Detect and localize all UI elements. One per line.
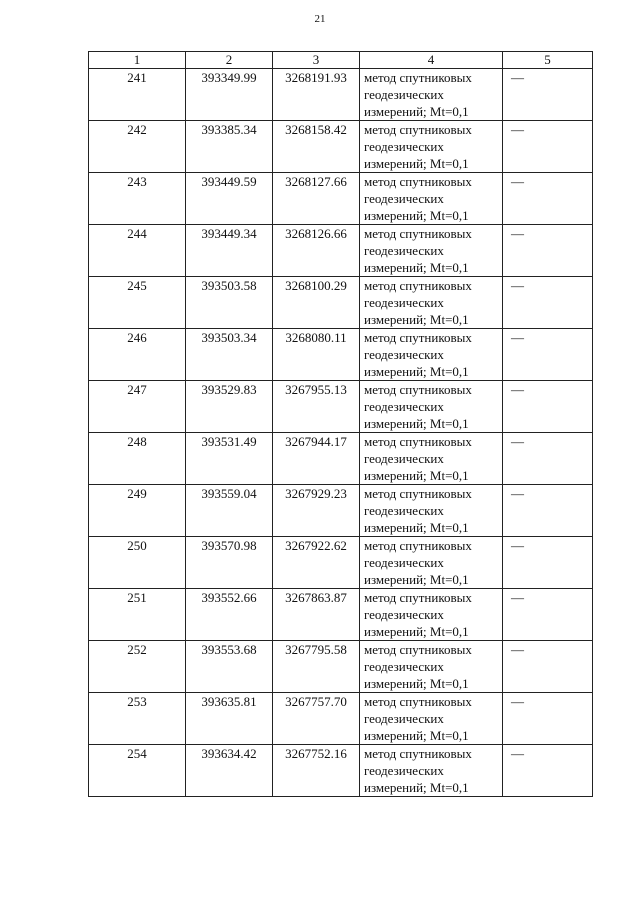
method-text-line: измерений; Mt=0,1: [364, 104, 469, 119]
method-text-line: геодезических: [364, 87, 444, 102]
coordinate-x: 393531.49: [186, 433, 273, 485]
method-text-line: метод спутниковых: [364, 174, 472, 189]
table-body: [89, 69, 593, 797]
coordinate-x: 393570.98: [186, 537, 273, 589]
table-row: [89, 745, 593, 797]
point-number: 251: [89, 589, 186, 641]
method-cell: [360, 277, 503, 329]
point-number: 250: [89, 537, 186, 589]
method-text-line: измерений; Mt=0,1: [364, 624, 469, 639]
method-text-line: измерений; Mt=0,1: [364, 468, 469, 483]
point-number: 243: [89, 173, 186, 225]
point-number: 241: [89, 69, 186, 121]
coordinate-x: 393559.04: [186, 485, 273, 537]
method-text-line: геодезических: [364, 555, 444, 570]
method-cell: [360, 537, 503, 589]
description-cell: —: [503, 381, 593, 433]
coordinate-y: 3268100.29: [273, 277, 360, 329]
coordinate-y: 3267929.23: [273, 485, 360, 537]
point-number: 247: [89, 381, 186, 433]
table-row: [89, 121, 593, 173]
method-text-line: метод спутниковых: [364, 382, 472, 397]
method-text-line: геодезических: [364, 347, 444, 362]
table-row: [89, 225, 593, 277]
coordinate-y: 3267955.13: [273, 381, 360, 433]
method-text-line: измерений; Mt=0,1: [364, 156, 469, 171]
method-text-line: геодезических: [364, 607, 444, 622]
coordinate-x: 393503.34: [186, 329, 273, 381]
method-text-line: метод спутниковых: [364, 486, 472, 501]
method-text-line: геодезических: [364, 659, 444, 674]
method-text-line: метод спутниковых: [364, 590, 472, 605]
coordinate-x: 393529.83: [186, 381, 273, 433]
method-text-line: измерений; Mt=0,1: [364, 260, 469, 275]
coordinate-y: 3267752.16: [273, 745, 360, 797]
method-cell: [360, 485, 503, 537]
method-text-line: измерений; Mt=0,1: [364, 676, 469, 691]
method-cell: [360, 69, 503, 121]
description-cell: —: [503, 277, 593, 329]
coordinate-x: 393503.58: [186, 277, 273, 329]
method-text-line: метод спутниковых: [364, 226, 472, 241]
description-cell: —: [503, 121, 593, 173]
description-cell: —: [503, 173, 593, 225]
point-number: 253: [89, 693, 186, 745]
method-text-line: метод спутниковых: [364, 434, 472, 449]
method-cell: [360, 381, 503, 433]
coordinate-x: 393449.34: [186, 225, 273, 277]
point-number: 254: [89, 745, 186, 797]
method-text-line: метод спутниковых: [364, 642, 472, 657]
method-cell: [360, 589, 503, 641]
method-cell: [360, 121, 503, 173]
method-text-line: геодезических: [364, 451, 444, 466]
page-number: 21: [314, 13, 326, 25]
description-cell: —: [503, 329, 593, 381]
method-text-line: метод спутниковых: [364, 70, 472, 85]
coordinate-x: 393349.99: [186, 69, 273, 121]
description-cell: —: [503, 641, 593, 693]
column-header-2: 2: [186, 52, 273, 69]
method-text-line: измерений; Mt=0,1: [364, 208, 469, 223]
method-text-line: геодезических: [364, 399, 444, 414]
table-row: [89, 433, 593, 485]
method-cell: [360, 745, 503, 797]
point-number: 245: [89, 277, 186, 329]
point-number: 242: [89, 121, 186, 173]
point-number: 252: [89, 641, 186, 693]
method-text-line: метод спутниковых: [364, 122, 472, 137]
method-text-line: геодезических: [364, 243, 444, 258]
column-header-4: 4: [360, 52, 503, 69]
table-header-row: [89, 52, 593, 69]
method-text-line: геодезических: [364, 503, 444, 518]
method-text-line: геодезических: [364, 191, 444, 206]
column-header-1: 1: [89, 52, 186, 69]
table-row: [89, 485, 593, 537]
method-text-line: геодезических: [364, 139, 444, 154]
method-text-line: геодезических: [364, 711, 444, 726]
method-text-line: измерений; Mt=0,1: [364, 416, 469, 431]
description-cell: —: [503, 225, 593, 277]
method-cell: [360, 641, 503, 693]
description-cell: —: [503, 693, 593, 745]
description-cell: —: [503, 69, 593, 121]
column-header-5: 5: [503, 52, 593, 69]
table-row: [89, 641, 593, 693]
coordinate-x: 393385.34: [186, 121, 273, 173]
description-cell: —: [503, 745, 593, 797]
coordinate-y: 3268127.66: [273, 173, 360, 225]
method-text-line: измерений; Mt=0,1: [364, 364, 469, 379]
method-text-line: геодезических: [364, 295, 444, 310]
table-row: [89, 693, 593, 745]
point-number: 244: [89, 225, 186, 277]
method-text-line: измерений; Mt=0,1: [364, 780, 469, 795]
table-row: [89, 329, 593, 381]
coordinate-y: 3267795.58: [273, 641, 360, 693]
table-row: [89, 381, 593, 433]
method-text-line: измерений; Mt=0,1: [364, 728, 469, 743]
coordinate-x: 393634.42: [186, 745, 273, 797]
coordinate-x: 393449.59: [186, 173, 273, 225]
coordinate-y: 3267863.87: [273, 589, 360, 641]
description-cell: —: [503, 589, 593, 641]
point-number: 246: [89, 329, 186, 381]
method-text-line: метод спутниковых: [364, 278, 472, 293]
method-cell: [360, 433, 503, 485]
description-cell: —: [503, 485, 593, 537]
table-row: [89, 69, 593, 121]
method-text-line: измерений; Mt=0,1: [364, 572, 469, 587]
description-cell: —: [503, 433, 593, 485]
coordinates-table: [88, 51, 593, 797]
coordinate-y: 3268191.93: [273, 69, 360, 121]
method-text-line: геодезических: [364, 763, 444, 778]
coordinate-x: 393635.81: [186, 693, 273, 745]
table-row: [89, 277, 593, 329]
point-number: 248: [89, 433, 186, 485]
method-text-line: метод спутниковых: [364, 330, 472, 345]
method-text-line: измерений; Mt=0,1: [364, 520, 469, 535]
column-header-3: 3: [273, 52, 360, 69]
method-text-line: метод спутниковых: [364, 746, 472, 761]
coordinate-y: 3267757.70: [273, 693, 360, 745]
method-text-line: измерений; Mt=0,1: [364, 312, 469, 327]
method-cell: [360, 225, 503, 277]
coordinate-y: 3268080.11: [273, 329, 360, 381]
description-cell: —: [503, 537, 593, 589]
table-row: [89, 537, 593, 589]
point-number: 249: [89, 485, 186, 537]
method-text-line: метод спутниковых: [364, 538, 472, 553]
coordinate-y: 3268158.42: [273, 121, 360, 173]
table-row: [89, 173, 593, 225]
coordinate-x: 393553.68: [186, 641, 273, 693]
coordinate-x: 393552.66: [186, 589, 273, 641]
coordinate-y: 3267944.17: [273, 433, 360, 485]
method-cell: [360, 173, 503, 225]
method-cell: [360, 693, 503, 745]
method-text-line: метод спутниковых: [364, 694, 472, 709]
method-cell: [360, 329, 503, 381]
table-row: [89, 589, 593, 641]
coordinate-y: 3268126.66: [273, 225, 360, 277]
coordinate-y: 3267922.62: [273, 537, 360, 589]
